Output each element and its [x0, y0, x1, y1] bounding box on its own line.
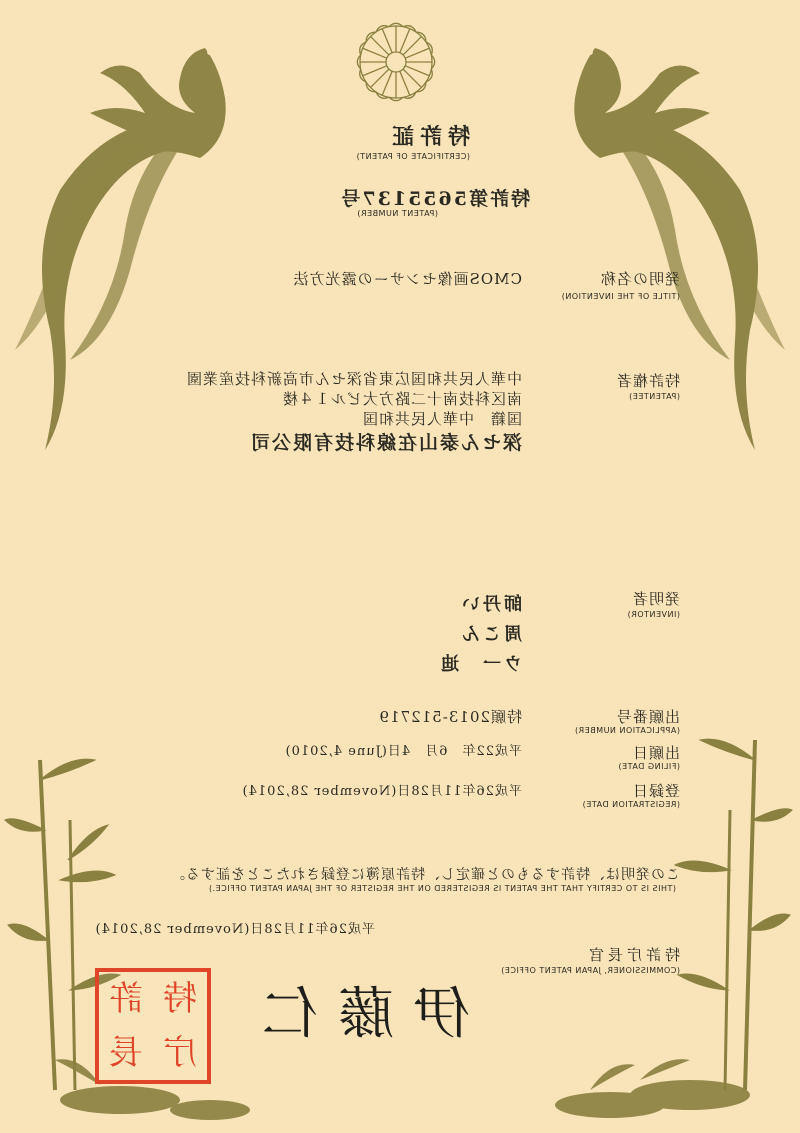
inventor-label: 発明者 — [631, 590, 680, 608]
inventor-1: 師丹い — [459, 594, 522, 615]
seal-char: 庁 — [163, 1033, 197, 1073]
seal-char: 長 — [109, 1033, 143, 1073]
certification-statement: この発明は、特許するものと確定し、特許原簿に登録されたことを証する。 — [170, 867, 680, 883]
filing-value: 平成22年 6月 4日(June 4,2010) — [284, 744, 522, 759]
application-label: 出願番号 — [615, 708, 680, 726]
patent-number-en: (PATENT NUMBER) — [356, 209, 438, 218]
certification-statement-en: (THIS IS TO CERTIFY THAT THE PATENT IS REGISTERED ON THE REGISTER OF THE JAPAN PATENT OFFICE.) — [208, 884, 676, 893]
commissioner-signature: 伊藤仁 — [242, 982, 470, 1047]
registration-label-en: (REGISTRATION DATE) — [582, 800, 680, 809]
certificate-title: 特許証 — [385, 124, 470, 150]
commissioner-label-en: (COMMISSIONER, JAPAN PATENT OFFICE) — [500, 966, 680, 975]
seal-char: 許 — [109, 979, 143, 1019]
registration-value: 平成26年11月28日(November 28,2014) — [241, 784, 522, 799]
filing-label: 出願日 — [631, 744, 680, 762]
application-label-en: (APPLICATION NUMBER) — [574, 726, 680, 735]
registration-label: 登録日 — [631, 782, 680, 800]
filing-label-en: (FILING DATE) — [617, 762, 680, 771]
patent-number: 特許第5655137号 — [339, 188, 530, 210]
inventor-label-en: (INVENTOR) — [627, 610, 680, 619]
invention-label: 発明の名称 — [599, 270, 680, 288]
patentee-label-en: (PATENTEE) — [628, 392, 680, 401]
inventor-3: ウ一 迪 — [438, 654, 522, 675]
certificate-title-en: (CERTIFICATE OF PATENT) — [356, 152, 470, 161]
inventor-2: 周こん — [459, 624, 522, 645]
invention-value: CMOS画像センサーの露光方法 — [292, 270, 522, 288]
patentee-label: 特許権者 — [615, 372, 680, 390]
application-value: 特願2013-512719 — [378, 708, 522, 726]
patentee-name: 深セん泰山在線科技有限公司 — [248, 432, 522, 454]
certification-date: 平成26年11月28日(November 28,2014) — [94, 922, 375, 937]
patentee-nationality: 国籍 中華人民共和国 — [361, 410, 522, 428]
seal-char: 特 — [163, 979, 197, 1019]
invention-label-en: (TITLE OF THE INVENTION) — [561, 292, 680, 301]
patentee-address-2: 南区科技南十二路方大ビル１４楼 — [281, 390, 522, 408]
official-seal — [95, 968, 211, 1084]
patentee-address-1: 中華人民共和国広東省深セん市高新科技産業園 — [185, 370, 522, 388]
commissioner-label: 特許庁長官 — [584, 946, 680, 964]
